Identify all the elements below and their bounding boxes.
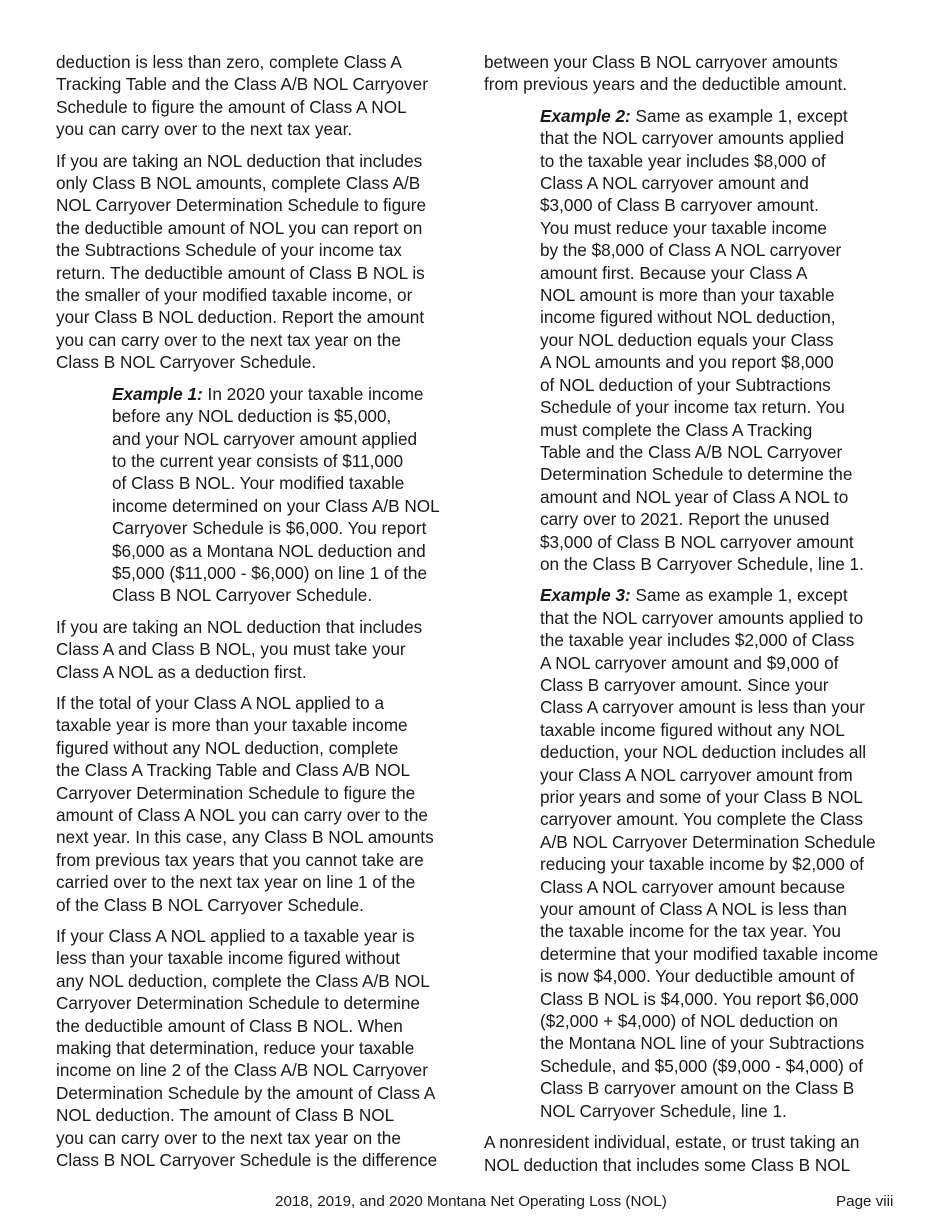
example-paragraph (540, 584, 896, 1122)
example-text: Same as example 1, except (630, 585, 848, 606)
text-line: A/B NOL Carryover Determination Schedule (540, 831, 876, 852)
text-line: the Class A Tracking Table and Class A/B NOL (56, 760, 411, 781)
text-line (112, 383, 472, 405)
text-line: Class B carryover amount on the Class B (540, 1078, 855, 1099)
text-line: before any NOL deduction is $5,000, (112, 406, 392, 427)
text-line: Class A and Class B NOL, you must take your (56, 639, 406, 660)
text-line: Tracking Table and the Class A/B NOL Carryover (56, 74, 428, 95)
example-label: Example 3: (540, 585, 631, 606)
text-line: less than your taxable income figured without (56, 948, 400, 969)
text-line: your Class A NOL carryover amount from (540, 764, 853, 785)
text-line: must complete the Class A Tracking (540, 419, 813, 440)
text-line: Class B NOL is $4,000. You report $6,000 (540, 988, 859, 1009)
text-line: amount first. Because your Class A (540, 262, 808, 283)
example-paragraph (540, 105, 896, 576)
text-line: NOL Carryover Determination Schedule to figure (56, 195, 427, 216)
text-line: the deductible amount of NOL you can report on (56, 217, 423, 238)
text-line: You must reduce your taxable income (540, 217, 827, 238)
page-number: Page viii (836, 1193, 894, 1210)
text-line: you can carry over to the next tax year. (56, 119, 353, 140)
text-line: Class A carryover amount is less than your (540, 697, 865, 718)
right-column (484, 51, 896, 1185)
text-line: and your NOL carryover amount applied (112, 428, 418, 449)
text-line: your NOL deduction equals your Class (540, 329, 834, 350)
text-line: your Class B NOL deduction. Report the amount (56, 307, 425, 328)
body-paragraph (484, 1131, 896, 1176)
text-line (540, 105, 896, 127)
text-line: any NOL deduction, complete the Class A/B NOL (56, 970, 430, 991)
text-line: is now $4,000. Your deductible amount of (540, 966, 855, 987)
footer-title: 2018, 2019, and 2020 Montana Net Operating Loss (NOL) (275, 1193, 667, 1210)
text-line: NOL amount is more than your taxable (540, 285, 835, 306)
text-line: NOL deduction. The amount of Class B NOL (56, 1105, 395, 1126)
text-line: to the current year consists of $11,000 (112, 450, 404, 471)
text-line: return. The deductible amount of Class B NOL is (56, 262, 425, 283)
text-line: your amount of Class A NOL is less than (540, 899, 847, 920)
text-line: carryover amount. You complete the Class (540, 809, 863, 830)
text-line: from previous years and the deductible amount. (484, 74, 848, 95)
example-paragraph (112, 383, 472, 607)
text-line: If the total of your Class A NOL applied to a (56, 692, 385, 713)
text-line: NOL deduction that includes some Class B NOL (484, 1154, 851, 1175)
example-text: Same as example 1, except (630, 105, 848, 126)
body-paragraph (56, 692, 468, 916)
body-paragraph (56, 51, 468, 141)
text-line: A NOL amounts and you report $8,000 (540, 352, 834, 373)
text-line: next year. In this case, any Class B NOL amounts (56, 827, 434, 848)
text-line: Class B carryover amount. Since your (540, 674, 829, 695)
text-line: the taxable year includes $2,000 of Class (540, 630, 855, 651)
text-line: to the taxable year includes $8,000 of (540, 150, 826, 171)
text-line: If you are taking an NOL deduction that includes (56, 616, 423, 637)
text-line: between your Class B NOL carryover amounts (484, 52, 838, 72)
text-line: that the NOL carryover amounts applied to (540, 607, 864, 628)
body-paragraph (56, 616, 468, 683)
text-line: Class B NOL Carryover Schedule. (56, 352, 317, 373)
body-paragraph (56, 925, 468, 1171)
text-line: If you are taking an NOL deduction that includes (56, 150, 423, 171)
text-line: on the Class B Carryover Schedule, line 1. (540, 553, 864, 574)
text-line: from previous tax years that you cannot take are (56, 849, 424, 870)
text-line: of Class B NOL. Your modified taxable (112, 473, 405, 494)
text-line: Schedule of your income tax return. You (540, 397, 845, 418)
text-line: that the NOL carryover amounts applied (540, 128, 845, 149)
text-line: Carryover Schedule is $6,000. You report (112, 518, 427, 539)
text-line: figured without any NOL deduction, complete (56, 737, 399, 758)
text-line: $5,000 ($11,000 - $6,000) on line 1 of the (112, 562, 428, 583)
text-line: Class A NOL as a deduction first. (56, 661, 307, 682)
text-line: A nonresident individual, estate, or trust taking an (484, 1132, 860, 1153)
text-line: you can carry over to the next tax year on the (56, 329, 401, 350)
text-line: Class A NOL carryover amount and (540, 173, 809, 194)
text-line: the deductible amount of Class B NOL. When (56, 1015, 403, 1036)
text-line: Determination Schedule by the amount of Class A (56, 1082, 436, 1103)
text-line: of the Class B NOL Carryover Schedule. (56, 894, 364, 915)
text-line: prior years and some of your Class B NOL (540, 787, 863, 807)
text-line: making that determination, reduce your taxable (56, 1038, 415, 1059)
left-column (56, 51, 468, 1181)
text-line: If your Class A NOL applied to a taxable year is (56, 926, 415, 947)
text-line: NOL Carryover Schedule, line 1. (540, 1100, 787, 1121)
text-line: carry over to 2021. Report the unused (540, 509, 830, 530)
text-line: taxable income figured without any NOL (540, 719, 845, 740)
body-paragraph (56, 150, 468, 374)
text-line: Carryover Determination Schedule to determine (56, 993, 420, 1014)
text-line: only Class B NOL amounts, complete Class A/B (56, 173, 421, 194)
text-line: income determined on your Class A/B NOL (112, 495, 440, 516)
text-line: taxable year is more than your taxable income (56, 715, 408, 736)
text-line: Class B NOL Carryover Schedule is the difference (56, 1150, 438, 1171)
text-line: the Montana NOL line of your Subtractions (540, 1033, 865, 1054)
text-line: Schedule, and $5,000 ($9,000 - $4,000) of (540, 1055, 863, 1076)
text-line: Table and the Class A/B NOL Carryover (540, 441, 843, 462)
example-text: In 2020 your taxable income (202, 383, 424, 404)
text-line: reducing your taxable income by $2,000 of (540, 854, 864, 875)
text-line: $3,000 of Class B NOL carryover amount (540, 531, 854, 552)
example-label: Example 2: (540, 105, 631, 126)
text-line: $3,000 of Class B carryover amount. (540, 195, 819, 216)
text-line: amount and NOL year of Class A NOL to (540, 486, 849, 507)
text-line: you can carry over to the next tax year on the (56, 1127, 401, 1148)
text-line: determine that your modified taxable income (540, 943, 879, 964)
text-line: ($2,000 + $4,000) of NOL deduction on (540, 1011, 838, 1032)
text-line: income on line 2 of the Class A/B NOL Carryover (56, 1060, 428, 1081)
text-line: $6,000 as a Montana NOL deduction and (112, 540, 426, 561)
text-line (540, 584, 896, 606)
text-line: deduction, your NOL deduction includes all (540, 742, 867, 763)
body-paragraph (484, 51, 896, 96)
text-line: income figured without NOL deduction, (540, 307, 836, 328)
text-line: Schedule to figure the amount of Class A NOL (56, 96, 407, 117)
example-label: Example 1: (112, 383, 203, 404)
text-line: Carryover Determination Schedule to figure the (56, 782, 416, 803)
text-line: the Subtractions Schedule of your income tax (56, 240, 402, 261)
text-line: the smaller of your modified taxable income, or (56, 285, 413, 306)
text-line: by the $8,000 of Class A NOL carryover (540, 240, 842, 261)
text-line: the taxable income for the tax year. You (540, 921, 841, 942)
text-line: Class A NOL carryover amount because (540, 876, 846, 897)
text-line: Class B NOL Carryover Schedule. (112, 585, 373, 606)
text-line: carried over to the next tax year on line 1 of the (56, 872, 416, 893)
text-line: A NOL carryover amount and $9,000 of (540, 652, 839, 673)
text-line: Determination Schedule to determine the (540, 464, 853, 485)
text-line: amount of Class A NOL you can carry over to the (56, 805, 428, 825)
text-line: of NOL deduction of your Subtractions (540, 374, 831, 395)
text-line: deduction is less than zero, complete Class A (56, 52, 402, 72)
